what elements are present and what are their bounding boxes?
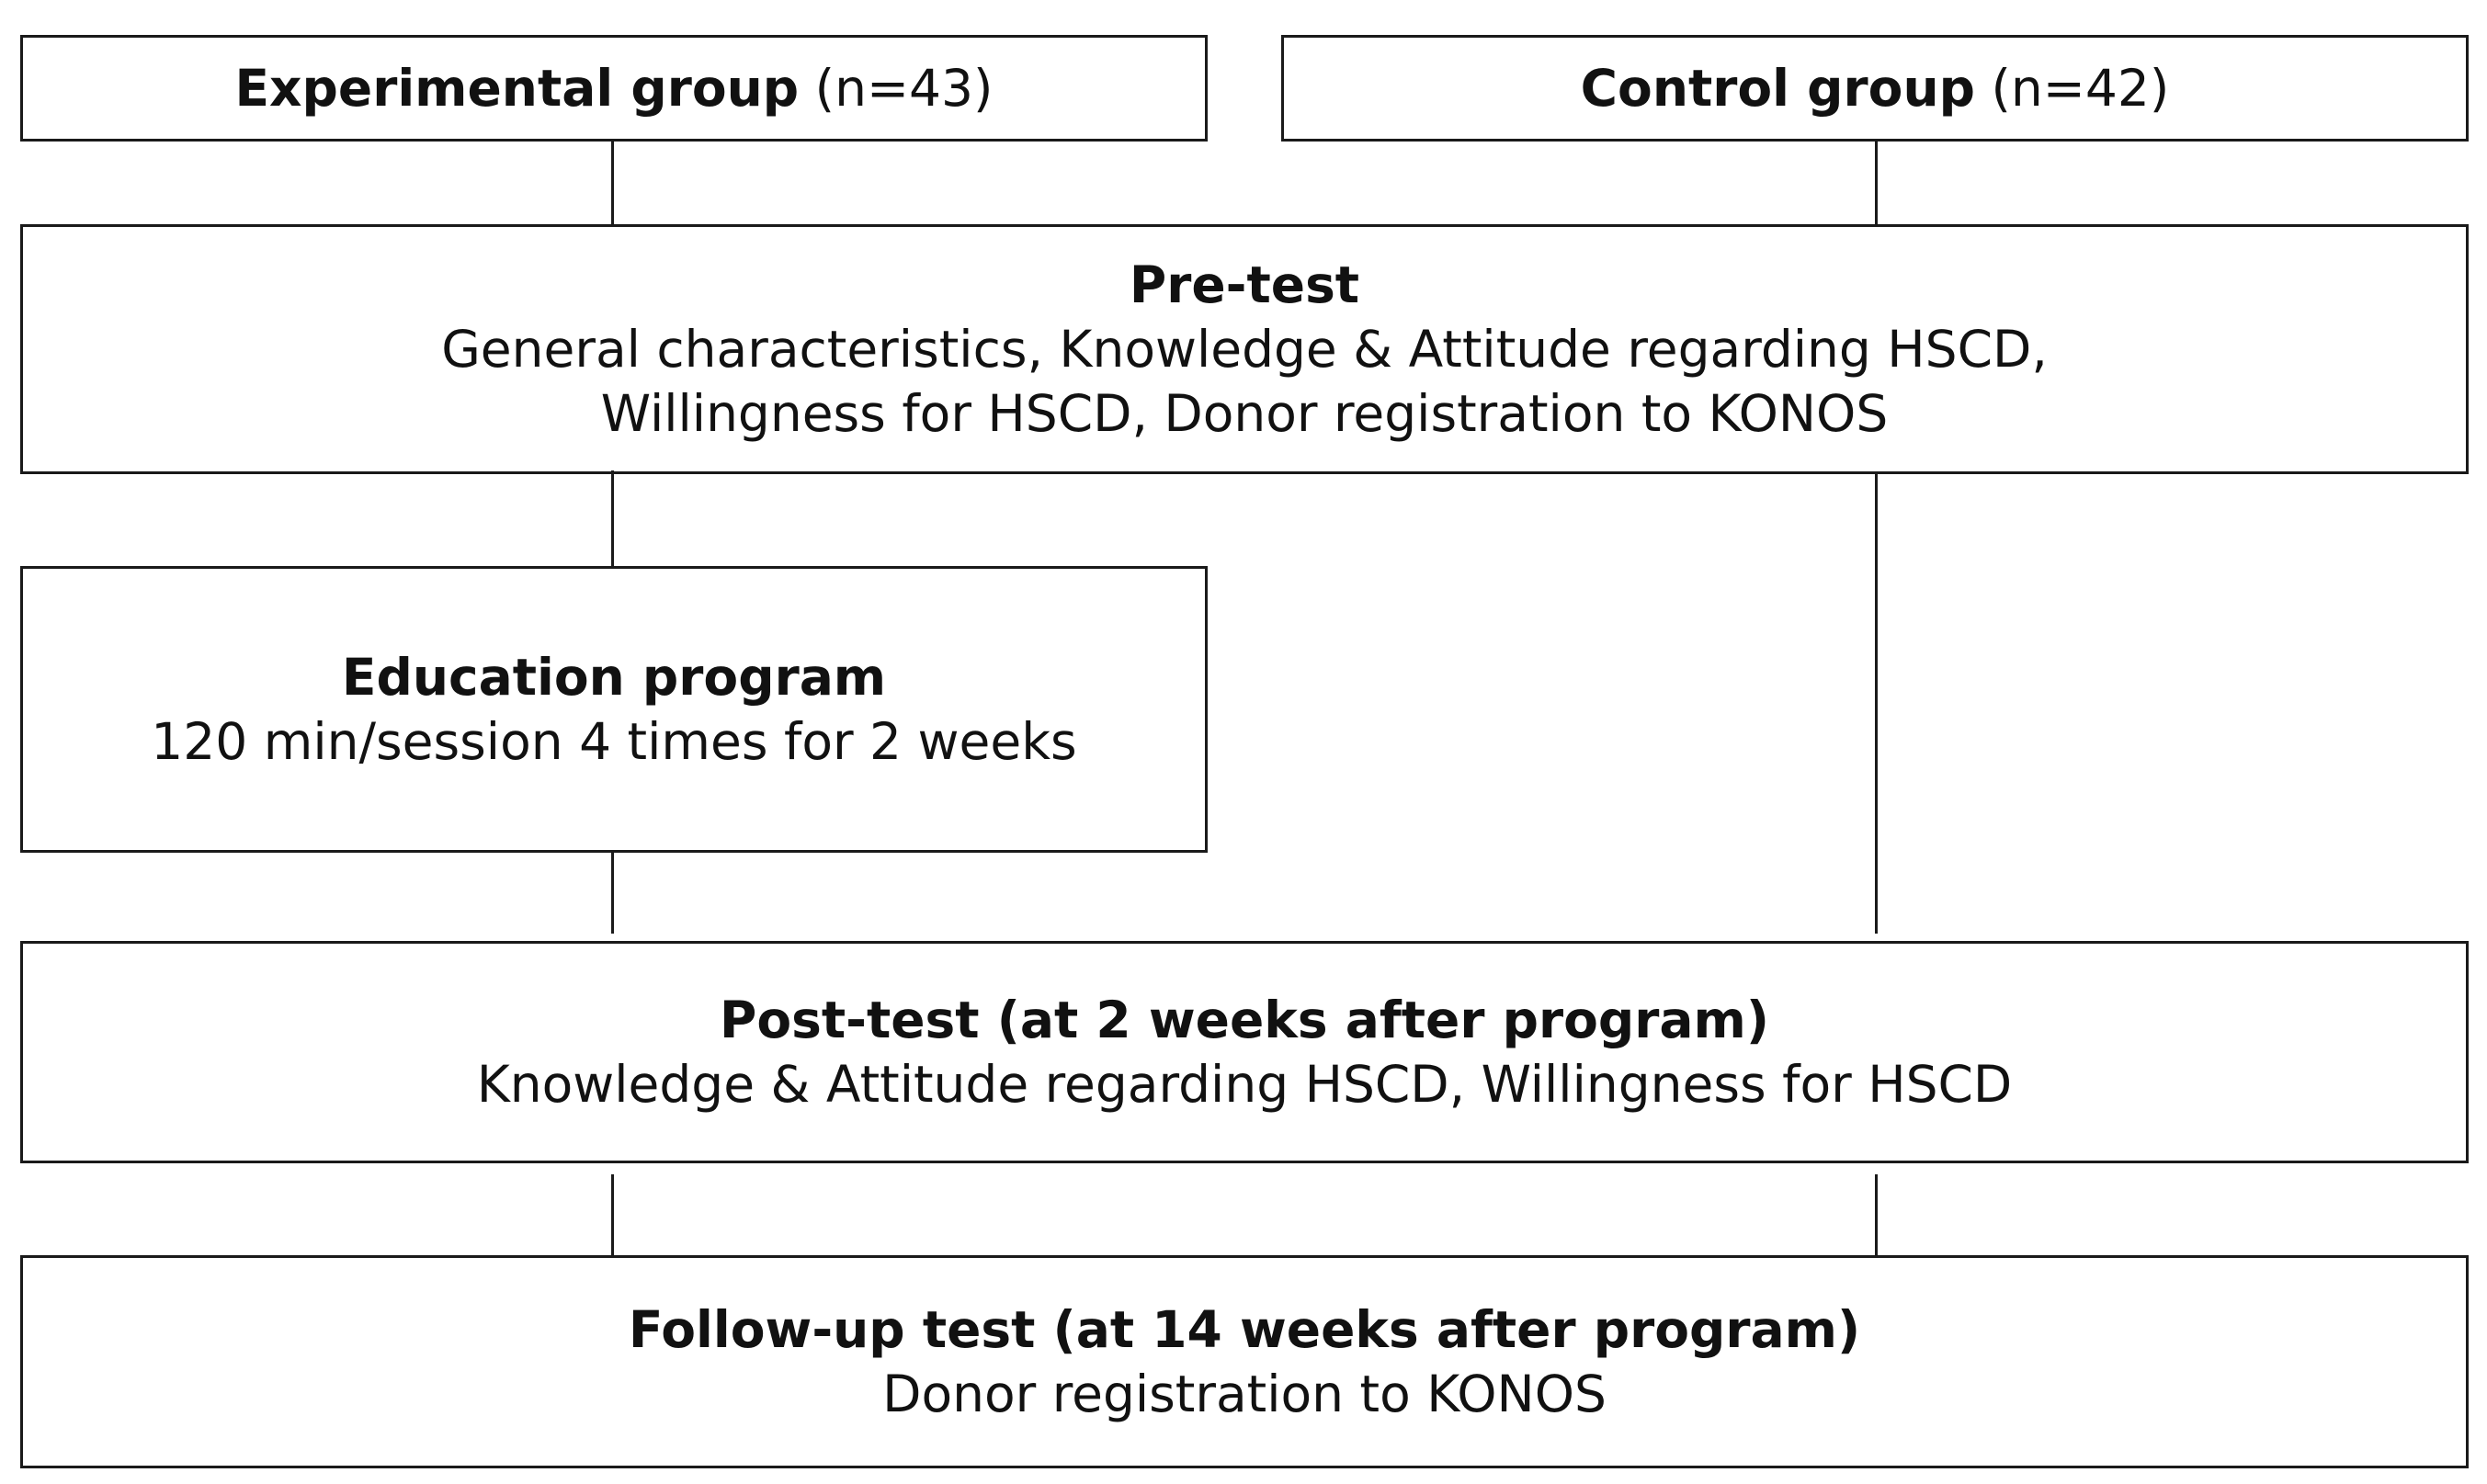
connector-pretest-to-posttest-control	[1875, 474, 1878, 934]
connector-education-to-posttest	[611, 853, 614, 934]
experimental-group-box	[20, 35, 1208, 142]
control-group-box	[1281, 35, 2469, 142]
posttest-detail: Knowledge & Attitude regarding HSCD, Willingness for HSCD	[476, 1055, 2013, 1114]
education-program-title: Education program	[341, 648, 887, 707]
pretest-line-2: Willingness for HSCD, Donor registration to KONOS	[600, 384, 1889, 443]
followup-box	[20, 1255, 2469, 1468]
connector-posttest-to-followup-control	[1875, 1174, 1878, 1255]
control-group-count: (n=42)	[1991, 59, 2170, 118]
followup-title: Follow-up test (at 14 weeks after program)	[628, 1300, 1861, 1359]
control-group-heading	[1581, 56, 2170, 120]
education-program-detail: 120 min/session 4 times for 2 weeks	[151, 712, 1077, 771]
experimental-group-heading	[234, 56, 993, 120]
experimental-group-label: Experimental group	[234, 59, 800, 118]
control-group-label: Control group	[1580, 59, 1975, 118]
connector-control-to-pretest	[1875, 142, 1878, 224]
connector-pretest-to-education	[611, 470, 614, 568]
posttest-box	[20, 941, 2469, 1163]
pretest-line-1: General characteristics, Knowledge & Attitude regarding HSCD,	[441, 320, 2048, 379]
education-program-box	[20, 566, 1208, 853]
posttest-title: Post-test (at 2 weeks after program)	[720, 991, 1769, 1049]
connector-experimental-to-pretest	[611, 142, 614, 224]
pretest-box	[20, 224, 2469, 474]
pretest-title: Pre-test	[1129, 255, 1360, 314]
followup-detail: Donor registration to KONOS	[882, 1365, 1607, 1423]
experimental-group-count: (n=43)	[814, 59, 994, 118]
connector-posttest-to-followup-experimental	[611, 1174, 614, 1255]
